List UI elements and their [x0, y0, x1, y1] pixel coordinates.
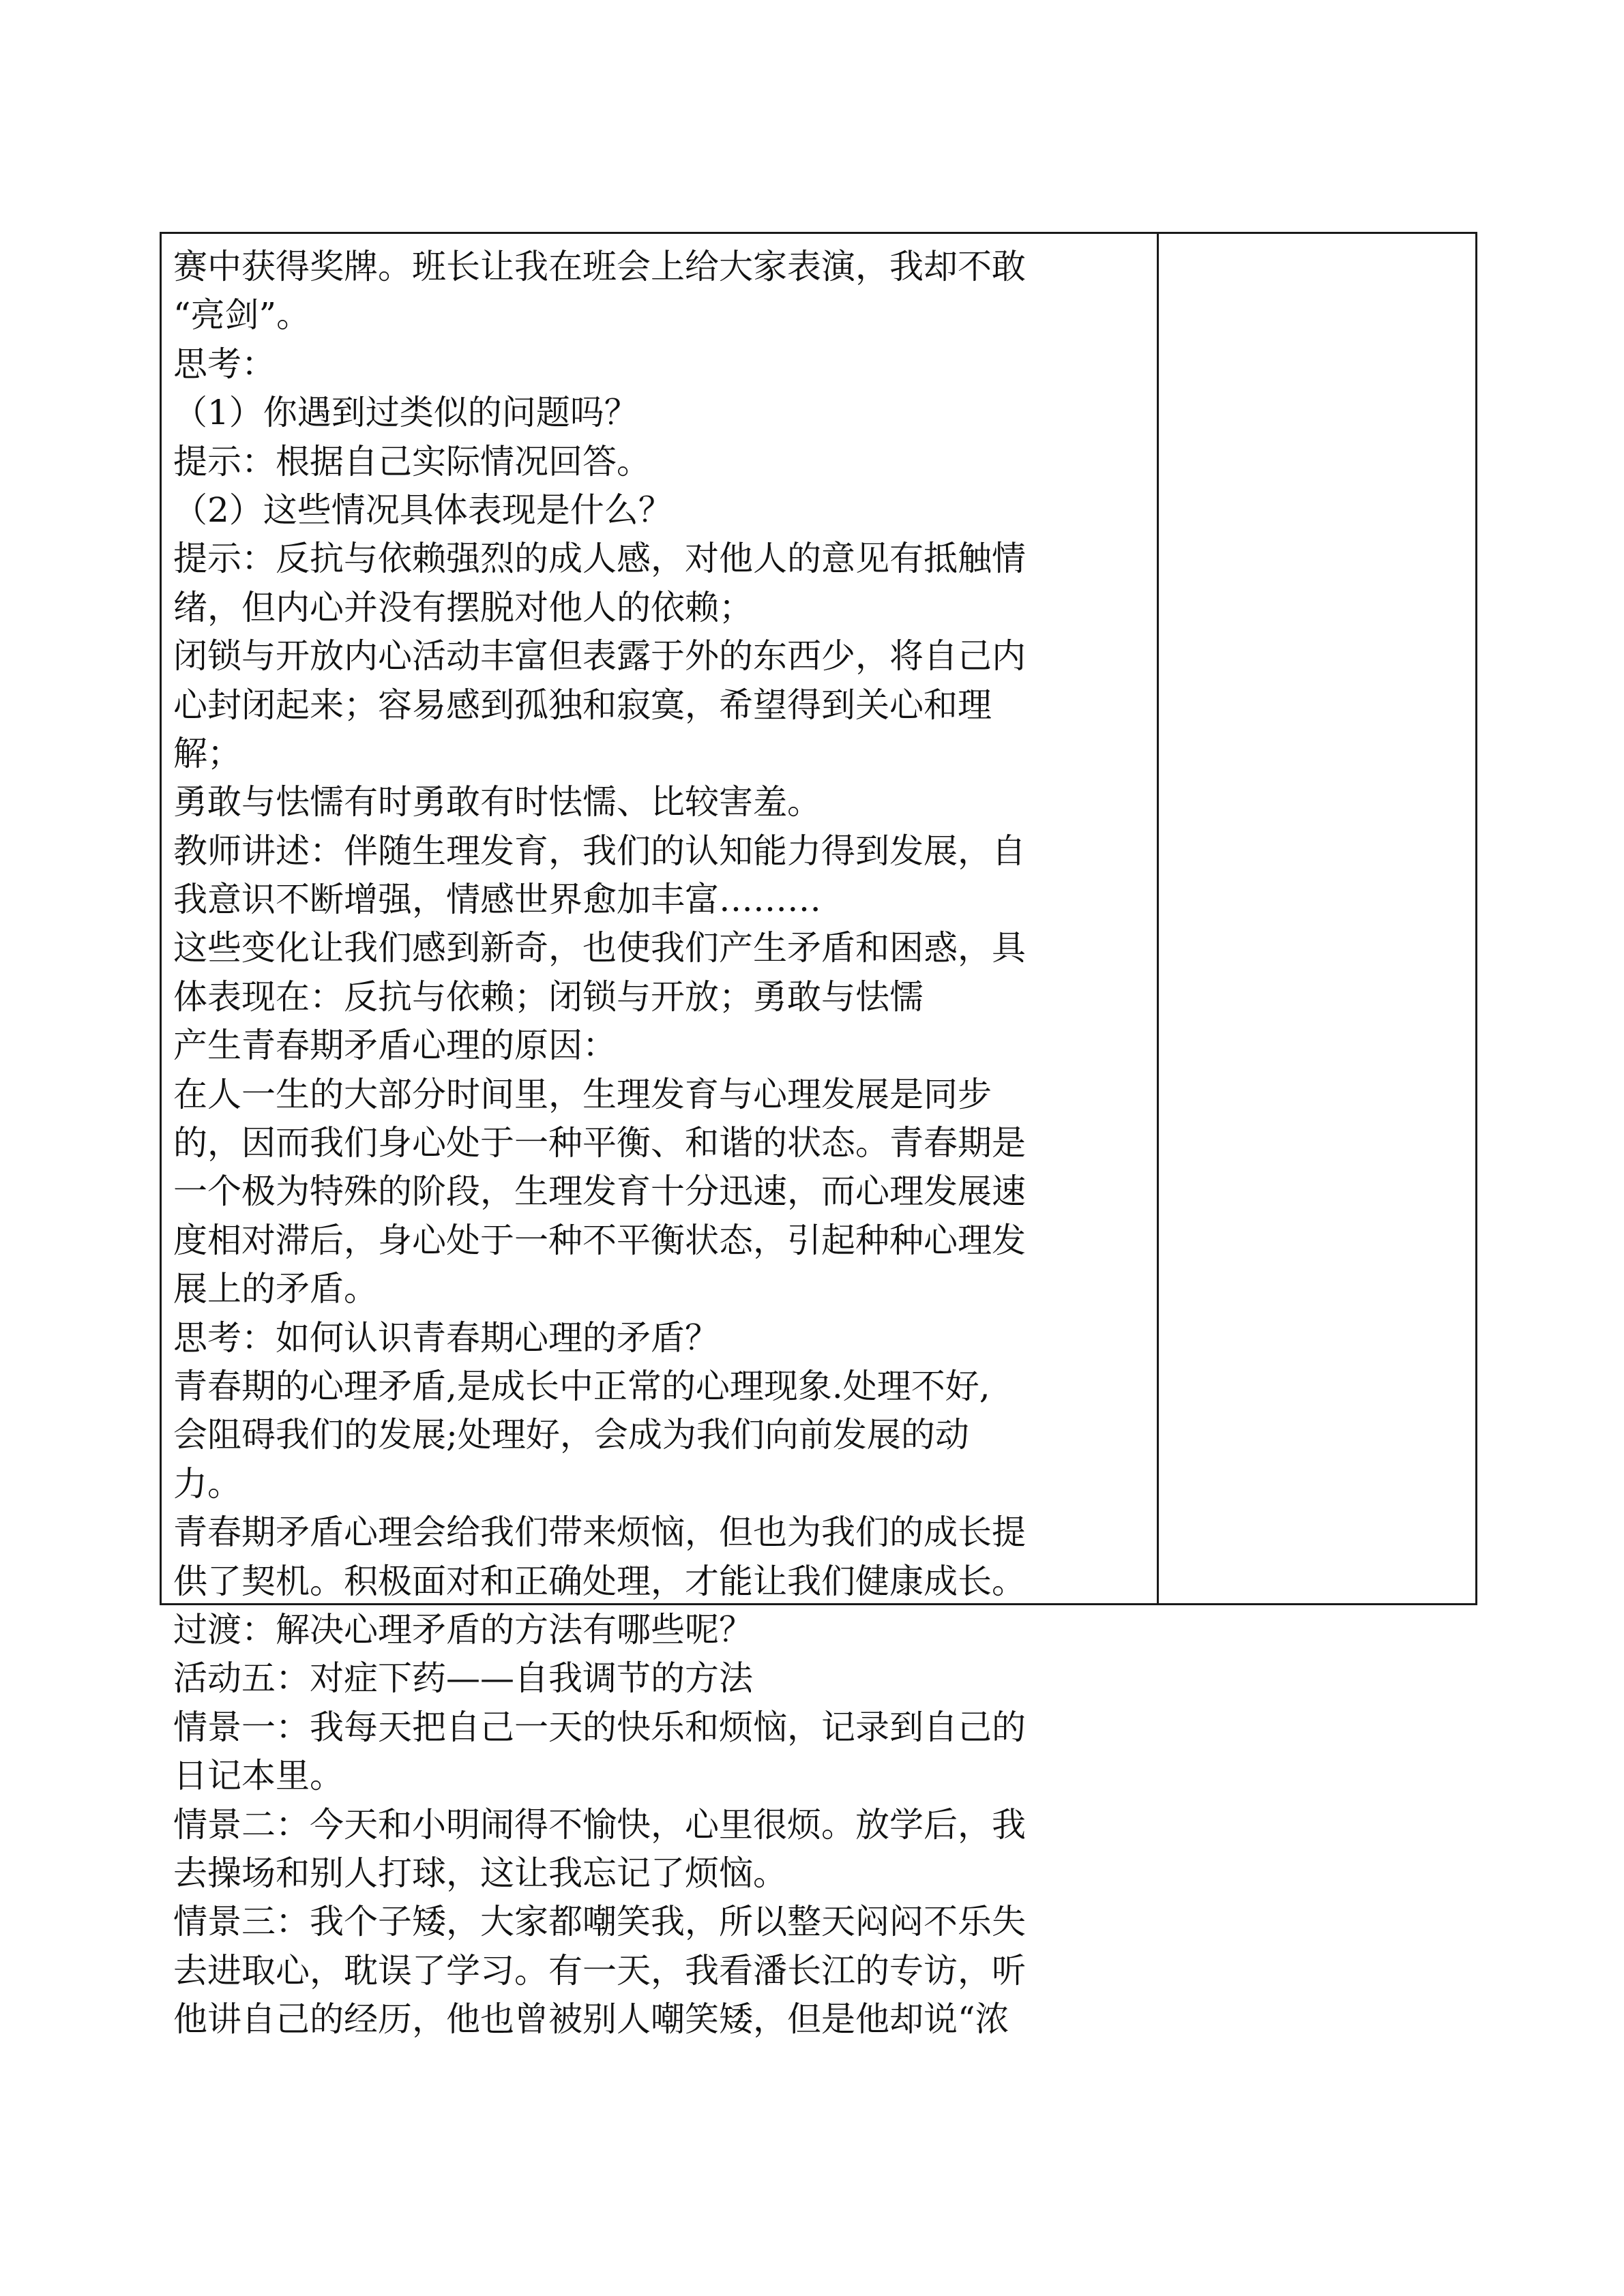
- text-line: 体表现在：反抗与依赖；闭锁与开放；勇敢与怯懦: [173, 976, 924, 1017]
- text-line: 产生青春期矛盾心理的原因：: [173, 1026, 617, 1066]
- text-line: 提示：根据自己实际情况回答。: [173, 441, 651, 481]
- text-line: 会阻碍我们的发展;处理好，会成为我们向前发展的动: [173, 1415, 969, 1455]
- text-line: 教师讲述：伴随生理发育，我们的认知能力得到发展，自: [173, 831, 1026, 871]
- text-line: 展上的矛盾。: [173, 1269, 378, 1309]
- text-line: 青春期的心理矛盾,是成长中正常的心理现象.处理不好,: [173, 1366, 990, 1406]
- text-line: 情景一：我每天把自己一天的快乐和烦恼，记录到自己的: [173, 1707, 1026, 1747]
- text-line: 供了契机。积极面对和正确处理，才能让我们健康成长。: [173, 1561, 1026, 1601]
- text-line: 思考：: [173, 344, 276, 384]
- text-line: 活动五：对症下药——自我调节的方法: [173, 1658, 753, 1699]
- lesson-content-cell: [173, 243, 1150, 2044]
- text-line: 去进取心，耽误了学习。有一天，我看潘长江的专访，听: [173, 1950, 1026, 1991]
- text-line: “亮剑”。: [173, 295, 311, 336]
- text-line: 过渡：解决心理矛盾的方法有哪些呢？: [173, 1609, 753, 1650]
- text-line: 日记本里。: [173, 1756, 344, 1796]
- text-line: 思考：如何认识青春期心理的矛盾？: [173, 1317, 719, 1358]
- text-line: 赛中获得奖牌。班长让我在班会上给大家表演，我却不敢: [173, 247, 1026, 286]
- text-line: 一个极为特殊的阶段，生理发育十分迅速，而心理发展速: [173, 1172, 1026, 1212]
- text-line: 提示：反抗与依赖强烈的成人感，对他人的意见有抵触情: [173, 539, 1026, 579]
- text-line: 在人一生的大部分时间里，生理发育与心理发展是同步: [173, 1074, 992, 1114]
- text-line: 绪，但内心并没有摆脱对他人的依赖；: [173, 587, 753, 627]
- text-line: 情景三：我个子矮，大家都嘲笑我，所以整天闷闷不乐失: [173, 1902, 1026, 1942]
- text-line: 这些变化让我们感到新奇，也使我们产生矛盾和困惑，具: [173, 928, 1026, 968]
- text-line: 心封闭起来；容易感到孤独和寂寞，希望得到关心和理: [173, 685, 992, 725]
- notes-cell: [1160, 234, 1475, 1603]
- text-line: （2）这些情况具体表现是什么？: [173, 490, 673, 530]
- text-line: 的，因而我们身心处于一种平衡、和谐的状态。青春期是: [173, 1123, 1026, 1163]
- text-line: 青春期矛盾心理会给我们带来烦恼，但也为我们的成长提: [173, 1512, 1026, 1553]
- text-line: 度相对滞后，身心处于一种不平衡状态，引起种种心理发: [173, 1220, 1026, 1260]
- text-line: 勇敢与怯懦有时勇敢有时怯懦、比较害羞。: [173, 782, 821, 822]
- text-line: 情景二：今天和小明闹得不愉快，心里很烦。放学后，我: [173, 1804, 1026, 1845]
- text-line: 力。: [173, 1463, 241, 1504]
- text-line: （1）你遇到过类似的问题吗？: [173, 393, 638, 433]
- text-line: 解；: [173, 733, 241, 773]
- text-line: 我意识不断增强，情感世界愈加丰富………: [173, 880, 821, 920]
- text-line: 去操场和别人打球，这让我忘记了烦恼。: [173, 1853, 787, 1893]
- column-divider: [1157, 232, 1159, 1605]
- text-line: 闭锁与开放内心活动丰富但表露于外的东西少，将自己内: [173, 636, 1026, 676]
- text-line: 他讲自己的经历，他也曾被别人嘲笑矮，但是他却说“浓: [173, 1999, 1009, 2040]
